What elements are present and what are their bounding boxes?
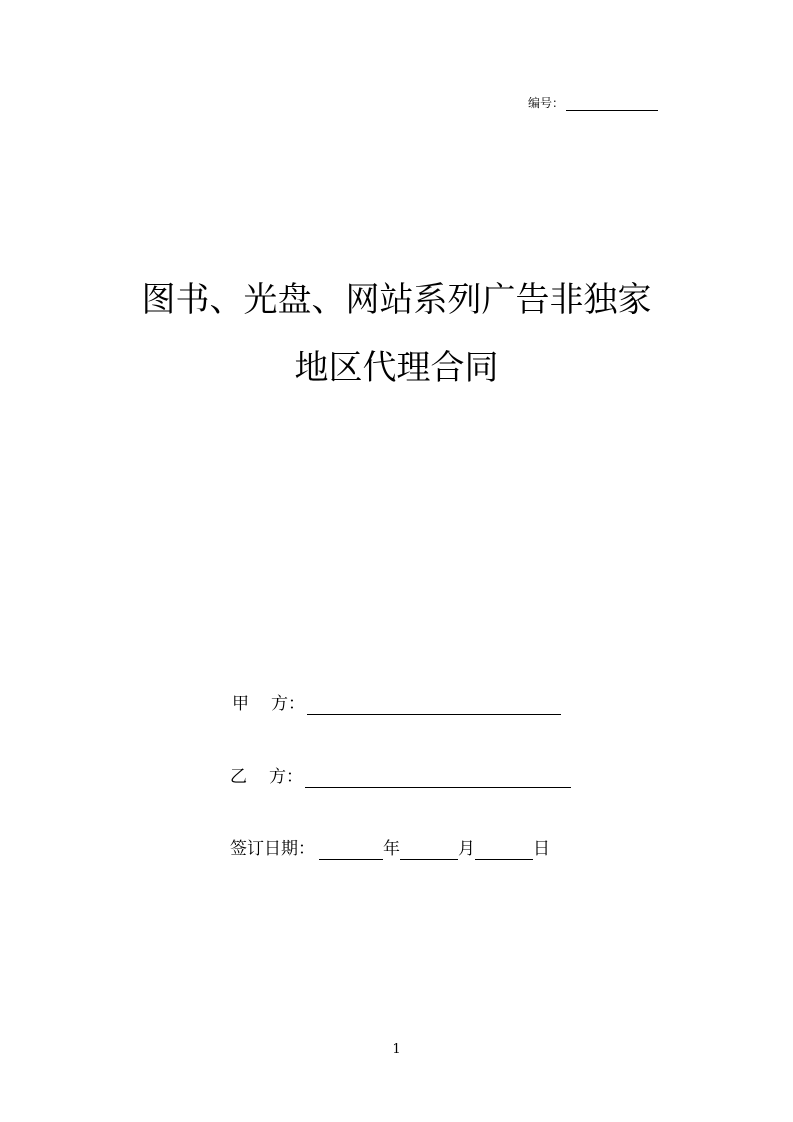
- contract-number-label: 编号：: [528, 96, 565, 110]
- contract-number-row: [528, 94, 658, 111]
- party-a-label-first: 甲: [232, 694, 249, 714]
- signing-date-label: 签订日期：: [230, 839, 315, 859]
- document-title-line-2: 地区代理合同: [294, 348, 499, 388]
- signing-date-row: [230, 838, 550, 860]
- party-b-blank[interactable]: [305, 769, 571, 788]
- document-title-line-1: 图书、光盘、网站系列广告非独家: [141, 280, 652, 320]
- party-b-row: [230, 766, 571, 788]
- party-a-row: [232, 693, 561, 715]
- party-a-blank[interactable]: [307, 696, 561, 715]
- page-number: 1: [392, 1042, 401, 1057]
- year-unit: 年: [383, 839, 400, 859]
- year-blank[interactable]: [319, 841, 383, 860]
- month-unit: 月: [458, 839, 475, 859]
- day-unit: 日: [533, 839, 550, 859]
- party-b-label-second: 方：: [269, 767, 303, 787]
- day-blank[interactable]: [475, 841, 533, 860]
- party-b-label-first: 乙: [230, 767, 247, 787]
- contract-number-blank[interactable]: [566, 96, 658, 111]
- party-a-label-second: 方：: [271, 694, 305, 714]
- month-blank[interactable]: [400, 841, 458, 860]
